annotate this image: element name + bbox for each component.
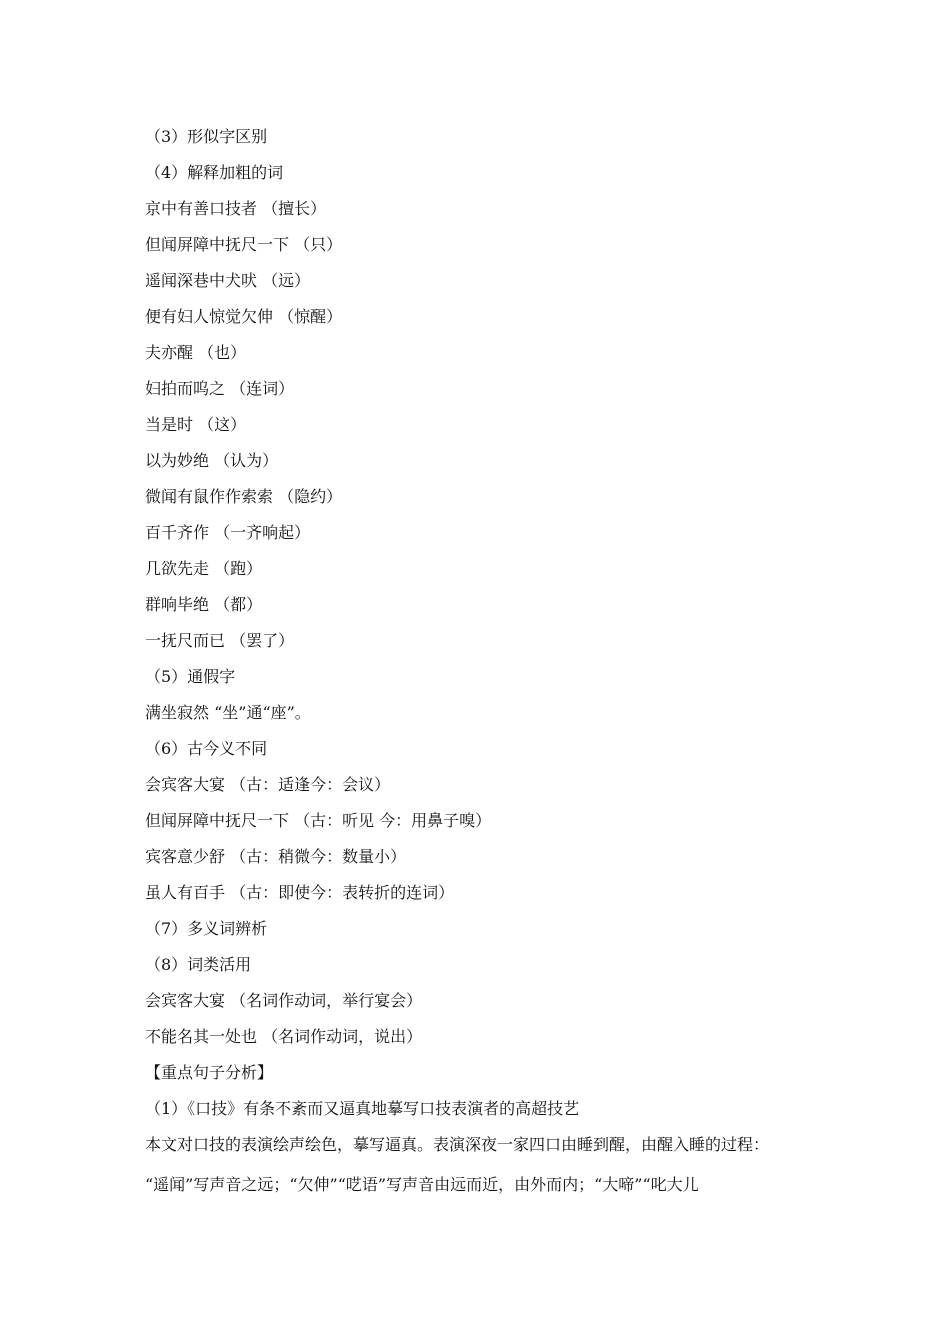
text-line: 一抚尺而已 （罢了） — [145, 631, 295, 650]
text-line: 当是时 （这） — [145, 415, 247, 434]
text-line: 宾客意少舒 （古：稍微今：数量小） — [145, 847, 407, 866]
text-line: 夫亦醒 （也） — [145, 343, 247, 362]
text-line: 会宾客大宴 （名词作动词，举行宴会） — [145, 991, 423, 1010]
text-line: （1）《口技》有条不紊而又逼真地摹写口技表演者的高超技艺 — [145, 1099, 580, 1118]
text-line: 但闻屏障中抚尺一下 （只） — [145, 235, 343, 254]
text-line: 京中有善口技者 （擅长） — [145, 199, 327, 218]
text-line: 群响毕绝 （都） — [145, 595, 263, 614]
paragraph-line: “遥闻”写声音之远；“欠伸”“呓语”写声音由远而近，由外而内；“大啼”“叱大儿 — [145, 1175, 699, 1194]
text-line: 以为妙绝 （认为） — [145, 451, 279, 470]
paragraph-line: 本文对口技的表演绘声绘色，摹写逼真。表演深夜一家四口由睡到醒，由醒入睡的过程： — [145, 1135, 770, 1154]
text-line: 遥闻深巷中犬吠 （远） — [145, 271, 311, 290]
text-line: 虽人有百手 （古：即使今：表转折的连词） — [145, 883, 455, 902]
text-line: 百千齐作 （一齐响起） — [145, 523, 311, 542]
text-line: 满坐寂然 “坐”通“座”。 — [145, 703, 311, 722]
text-line: 会宾客大宴 （古：适逢今：会议） — [145, 775, 391, 794]
text-line: （7）多义词辨析 — [145, 919, 268, 938]
text-line: 不能名其一处也 （名词作动词，说出） — [145, 1027, 423, 1046]
text-line: 但闻屏障中抚尺一下 （古：听见 今：用鼻子嗅） — [145, 811, 492, 830]
text-line: （8）词类活用 — [145, 955, 252, 974]
text-line: （4）解释加粗的词 — [145, 163, 284, 182]
text-line: 微闻有鼠作作索索 （隐约） — [145, 487, 343, 506]
text-line: 妇拍而呜之 （连词） — [145, 379, 295, 398]
text-line: （5）通假字 — [145, 667, 236, 686]
text-line: （6）古今义不同 — [145, 739, 268, 758]
text-line: 几欲先走 （跑） — [145, 559, 263, 578]
text-line: （3）形似字区别 — [145, 127, 268, 146]
text-line: 便有妇人惊觉欠伸 （惊醒） — [145, 307, 343, 326]
section-heading: 【重点句子分析】 — [145, 1063, 274, 1082]
